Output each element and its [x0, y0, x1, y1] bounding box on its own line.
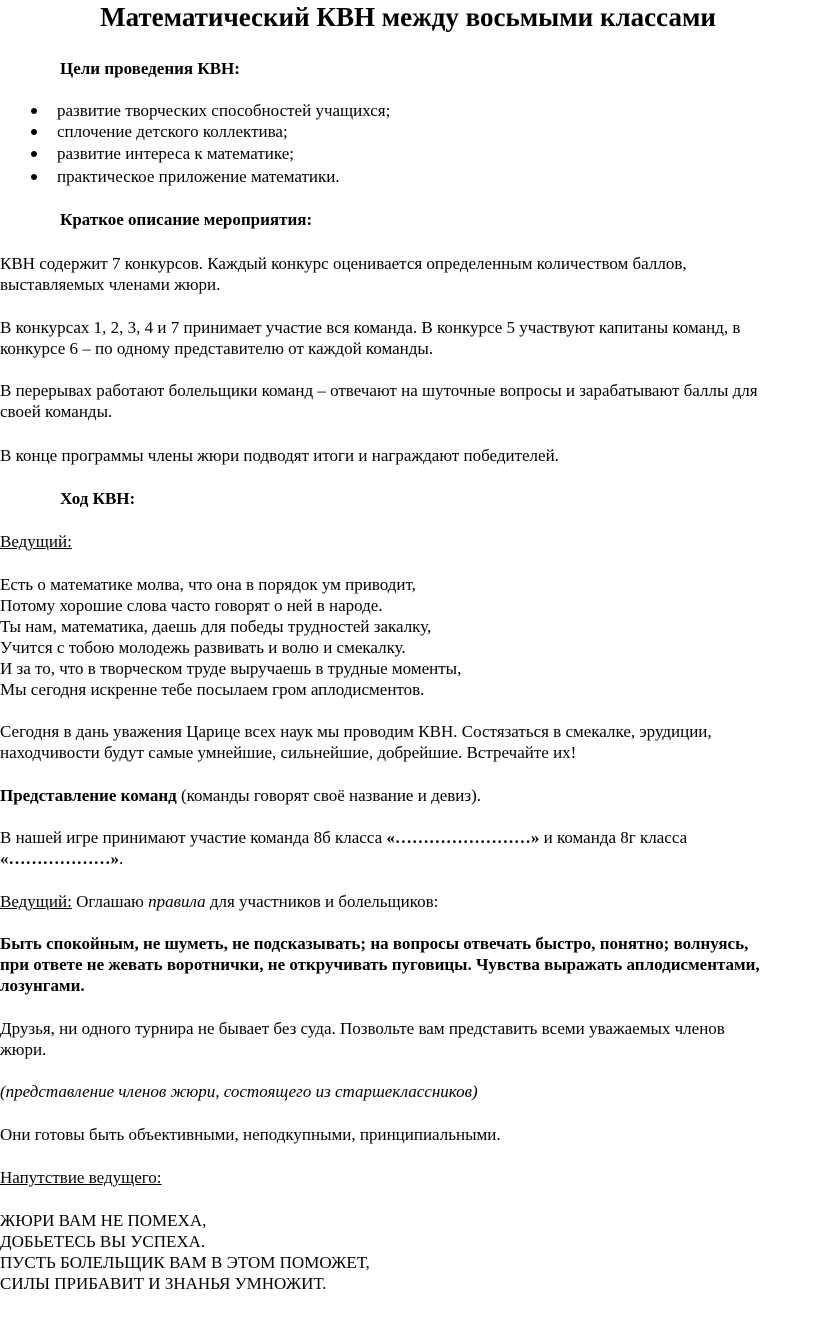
- rules-line: лозунгами.: [0, 976, 85, 995]
- poem-line: Ты нам, математика, даешь для победы трудностей закалку,: [0, 617, 432, 636]
- chant-line: ДОБЬЕТЕСЬ ВЫ УСПЕХА.: [0, 1232, 206, 1251]
- rules-line: Быть спокойным, не шуметь, не подсказывать; на вопросы отвечать быстро, понятно; волнуясь,: [0, 934, 749, 953]
- paragraph-line: Они готовы быть объективными, неподкупными, принципиальными.: [0, 1125, 501, 1144]
- goals-heading: Цели проведения КВН:: [60, 59, 240, 78]
- paragraph-line: Сегодня в дань уважения Царице всех наук мы проводим КВН. Состязаться в смекалке, эрудиции,: [0, 722, 712, 741]
- rules-line: при ответе не жевать воротнички, не откручивать пуговицы. Чувства выражать аплодисментами,: [0, 955, 760, 974]
- paragraph-line: жюри.: [0, 1040, 47, 1059]
- paragraph-line: конкурсе 6 – по одному представителю от каждой команды.: [0, 339, 434, 358]
- paragraph-line: находчивости будут самые умнейшие, сильнейшие, добрейшие. Встречайте их!: [0, 743, 577, 762]
- game-text: и команда 8г класса: [539, 828, 688, 847]
- rules-italic: правила: [148, 892, 206, 911]
- game-text: .: [119, 849, 124, 868]
- bullet-icon: [31, 174, 37, 180]
- game-line: [0, 848, 123, 869]
- chant-line: ПУСТЬ БОЛЕЛЬЩИК ВАМ В ЭТОМ ПОМОЖЕТ,: [0, 1253, 370, 1272]
- paragraph-line: выставляемых членами жюри.: [0, 275, 221, 294]
- goal-item: сплочение детского коллектива;: [57, 122, 288, 141]
- poem-line: Учится с тобою молодежь развивать и волю и смекалку.: [0, 638, 406, 657]
- teams-rest: (команды говорят своё название и девиз).: [176, 786, 482, 805]
- host-label: Ведущий:: [0, 892, 72, 911]
- bullet-icon: [31, 108, 37, 114]
- teams-line: [0, 785, 481, 806]
- chant-line: СИЛЫ ПРИБАВИТ И ЗНАНЬЯ УМНОЖИТ.: [0, 1274, 327, 1293]
- host-label: Ведущий:: [0, 532, 72, 551]
- goal-item: развитие творческих способностей учащихся;: [57, 101, 391, 120]
- chant-line: ЖЮРИ ВАМ НЕ ПОМЕХА,: [0, 1211, 207, 1230]
- teams-bold: Представление команд: [0, 786, 177, 805]
- game-text: В нашей игре принимают участие команда 8б класса: [0, 828, 387, 847]
- rules-text: Оглашаю: [71, 892, 149, 911]
- paragraph-line: КВН содержит 7 конкурсов. Каждый конкурс оценивается определенным количеством баллов,: [0, 254, 687, 273]
- bullet-icon: [31, 151, 37, 157]
- paragraph-line: Друзья, ни одного турнира не бывает без суда. Позвольте вам представить всеми уважаемых членов: [0, 1019, 725, 1038]
- course-heading: Ход КВН:: [60, 489, 136, 508]
- paragraph-line: В конце программы члены жюри подводят итоги и награждают победителей.: [0, 446, 559, 465]
- poem-line: Есть о математике молва, что она в порядок ум приводит,: [0, 575, 416, 594]
- parting-label: Напутствие ведущего:: [0, 1168, 162, 1187]
- paragraph-line: В конкурсах 1, 2, 3, 4 и 7 принимает участие вся команда. В конкурсе 5 участвуют капитаны команд, в: [0, 318, 741, 337]
- bullet-icon: [31, 129, 37, 135]
- paragraph-line: своей команды.: [0, 402, 113, 421]
- team-name-blank: «………………»: [0, 849, 119, 868]
- poem-line: И за то, что в творческом труде выручаешь в трудные моменты,: [0, 659, 462, 678]
- jury-note: (представление членов жюри, состоящего из старшеклассников): [0, 1082, 478, 1101]
- goal-item: практическое приложение математики.: [57, 167, 340, 186]
- paragraph-line: В перерывах работают болельщики команд – отвечают на шуточные вопросы и зарабатывают баллы для: [0, 381, 758, 400]
- summary-heading: Краткое описание мероприятия:: [60, 210, 313, 229]
- team-name-blank: «……………………»: [386, 828, 540, 847]
- game-line: [0, 827, 687, 848]
- poem-line: Мы сегодня искренне тебе посылаем гром аплодисментов.: [0, 680, 425, 699]
- poem-line: Потому хорошие слова часто говорят о ней в народе.: [0, 596, 383, 615]
- rules-text: для участников и болельщиков:: [205, 892, 439, 911]
- goal-item: развитие интереса к математике;: [57, 144, 295, 163]
- document-title: Математический КВН между восьмыми классами: [100, 2, 716, 32]
- rules-intro: [0, 891, 438, 912]
